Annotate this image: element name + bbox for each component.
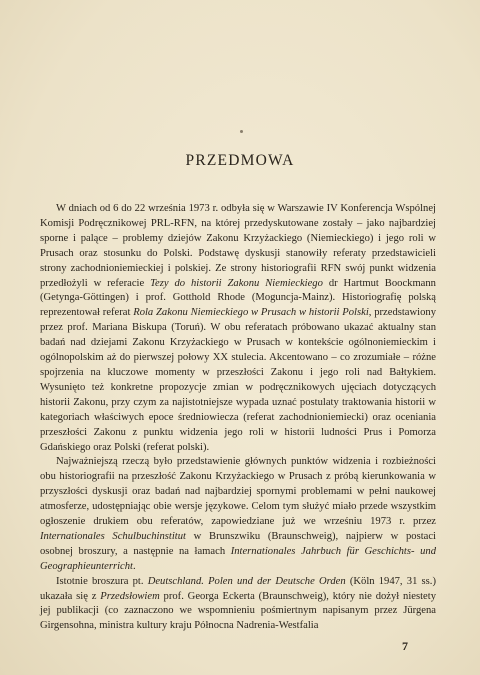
- page-number: 7: [402, 639, 408, 653]
- text-run: w Brunszwiku (Braunschweig), najpierw w postaci osobnej broszury, a następnie na łamach: [40, 530, 436, 557]
- italic-title: Tezy do historii Zakonu Niemieckiego: [150, 277, 323, 289]
- paragraph: [40, 575, 436, 635]
- text-run: dr Hartmut Boockmann (Getynga-Göttingen) i prof. Gotthold Rhode (Moguncja-Mainz). Historiografię polską reprezentował referat: [40, 277, 436, 319]
- paragraph: [40, 202, 436, 455]
- text-run: Najważniejszą rzeczą było przedstawienie głównych punktów widzenia i rozbieżności obu historiografii na przeszłość Zakonu Krzyżackiego w Prusach z próbą kierunkowania w przyszłości dyskusji oraz badań nad najbardziej spornymi problemami w pełni naukowej atmosferze, udostępniając obie wersje językowe. Celom tym służyć miało przede wszystkim ogłoszenie drukiem obu referatów, zapowiedziane już we wrześniu 1973 r. przez: [40, 456, 436, 528]
- page-title: PRZEDMOWA: [185, 152, 295, 169]
- text-run: .: [132, 560, 136, 572]
- paragraph: [40, 455, 436, 574]
- italic-title: Deutschland. Polen und der Deutsche Orden: [147, 575, 346, 587]
- text-run: W dniach od 6 do 22 września 1973 r. odbyła się w Warszawie IV Konferencja Wspólnej Komisji Podręcznikowej PRL-RFN, na której przedyskutowane zostały – jako najbardziej sporne i palące – problemy dziejów Zakonu Krzyżackiego (Niemieckiego) i jego roli w Prusach oraz stosunku do Polski. Podstawę dyskusji stanowiły referaty przedstawicieli strony zachodnioniemieckiej i polskiej. Ze strony historiografii RFN swój punkt widzenia przedłożyli w referacie: [40, 203, 436, 289]
- italic-title: Internationales Schulbuchinstitut: [40, 530, 186, 542]
- italic-title: Rola Zakonu Niemieckiego w Prusach w historii Polski: [133, 307, 369, 319]
- ornament-dot: [240, 130, 243, 133]
- text-run: , przedstawiony przez prof. Mariana Biskupa (Toruń). W obu referatach próbowano ukazać aktualny stan badań nad dziejami Zakonu Krzyżackiego w Prusach w kontekście ogólnoniemieckim i ogólnopolskim aż do pierwszej połowy XX stulecia. Akcentowano – co zrozumiałe – różne spojrzenia na kluczowe momenty w przeszłości Zakonu i jego roli nad Bałtykiem. Wysunięto też konkretne propozycje zmian w podręcznikowych ujęciach dotyczących historii Zakonu, przy czym za najistotniejsze wypada uznać postulaty traktowania historii w kategoriach właściwych epoce średniowiecza (referat zachodnioniemiecki) oraz oceniania przeszłości Zakonu z punktu widzenia jego roli w historii ludności Prus i Pomorza Gdańskiego oraz Polski (referat polski).: [40, 307, 436, 453]
- text-run: prof. Georga Eckerta (Braunschweig), który nie dożył niestety jej publikacji (co zaznaczono we wspomnieniu pośmiertnym napisanym przez Jürgena Girgensohna, ministra kultury kraju Północna Nadrenia-Westfalia: [40, 590, 436, 632]
- text-run: Istotnie broszura pt.: [56, 575, 148, 587]
- italic-title: Internationales Jahrbuch für Geschichts- und Geographieunterricht: [40, 545, 436, 572]
- body-text: [40, 202, 436, 634]
- italic-title: Przedsłowiem: [100, 590, 160, 602]
- text-run: (Köln 1947, 31 ss.) ukazała się z: [40, 575, 436, 602]
